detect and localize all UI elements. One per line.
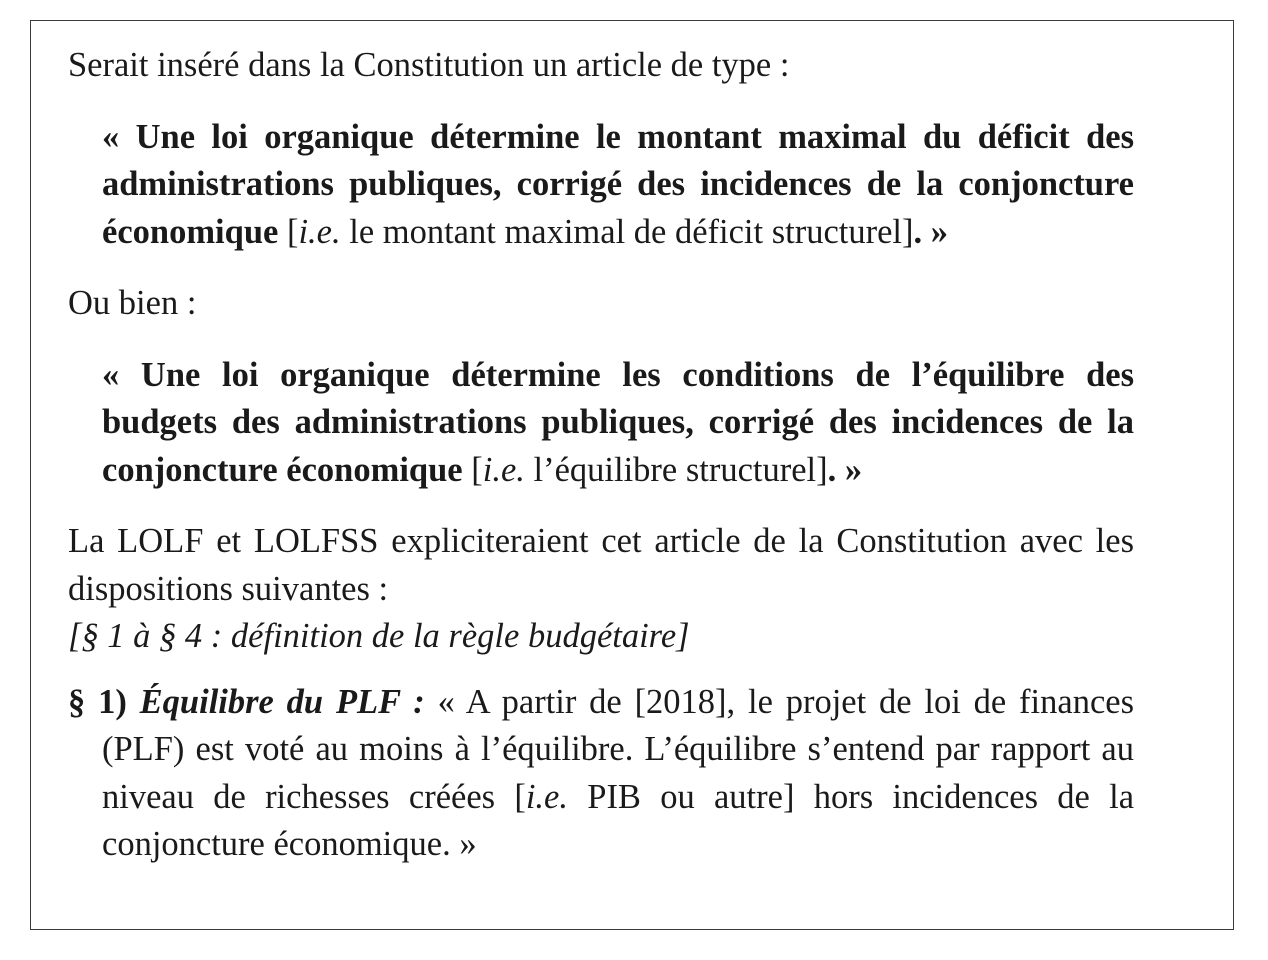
intro-text-3: La LOLF et LOLFSS expliciteraient cet article de la Constitution avec les dispositions suivantes : [68,522,1134,608]
quote-2-close: . » [827,450,863,489]
article-paragraph-1 [68,679,1134,869]
quote-paragraph-2 [68,352,1134,495]
intro-paragraph-1 [68,42,1134,90]
quote-paragraph-1 [68,114,1134,257]
article-1-text-a: « A partir de [2018], le projet de loi de finances (PLF) est voté au moins à l’équilibre. L’équilibre s’entend par rapport au niveau de richesses créées [ [102,682,1134,816]
quote-2-bold-text: « Une loi organique détermine les conditions de l’équilibre des budgets des administrations publiques, corrigé des incidences de la conjoncture économique [102,355,1134,489]
document-body [68,42,1134,869]
quote-1-close: . » [913,212,948,251]
quote-1-bracket-open: [ [278,212,299,251]
article-1-number: § 1) [68,682,127,721]
article-1-text-b: PIB ou autre] hors incidences de la conjoncture économique. » [102,777,1135,863]
intro-paragraph-2 [68,280,1134,328]
intro-text-2: Ou bien : [68,284,197,322]
intro-text-1: Serait inséré dans la Constitution un article de type : [68,46,790,84]
quote-1-ie: i.e. [298,212,341,251]
quote-1-bracket-text: le montant maximal de déficit structurel] [340,212,914,251]
quote-2-bracket-open: [ [462,450,483,489]
intro-paragraph-3 [68,518,1134,613]
article-1-ie: i.e. [525,777,568,816]
quote-2-bracket-text: l’équilibre structurel] [524,450,828,489]
quote-1-bold-text: « Une loi organique détermine le montant maximal du déficit des administrations publiques, corrigé des incidences de la conjoncture économique [102,117,1134,251]
section-title-text: [§ 1 à § 4 : définition de la règle budgétaire] [68,617,690,655]
article-1-title: Équilibre du PLF : [139,682,425,721]
quote-2-ie: i.e. [482,450,525,489]
section-title [68,613,1134,661]
